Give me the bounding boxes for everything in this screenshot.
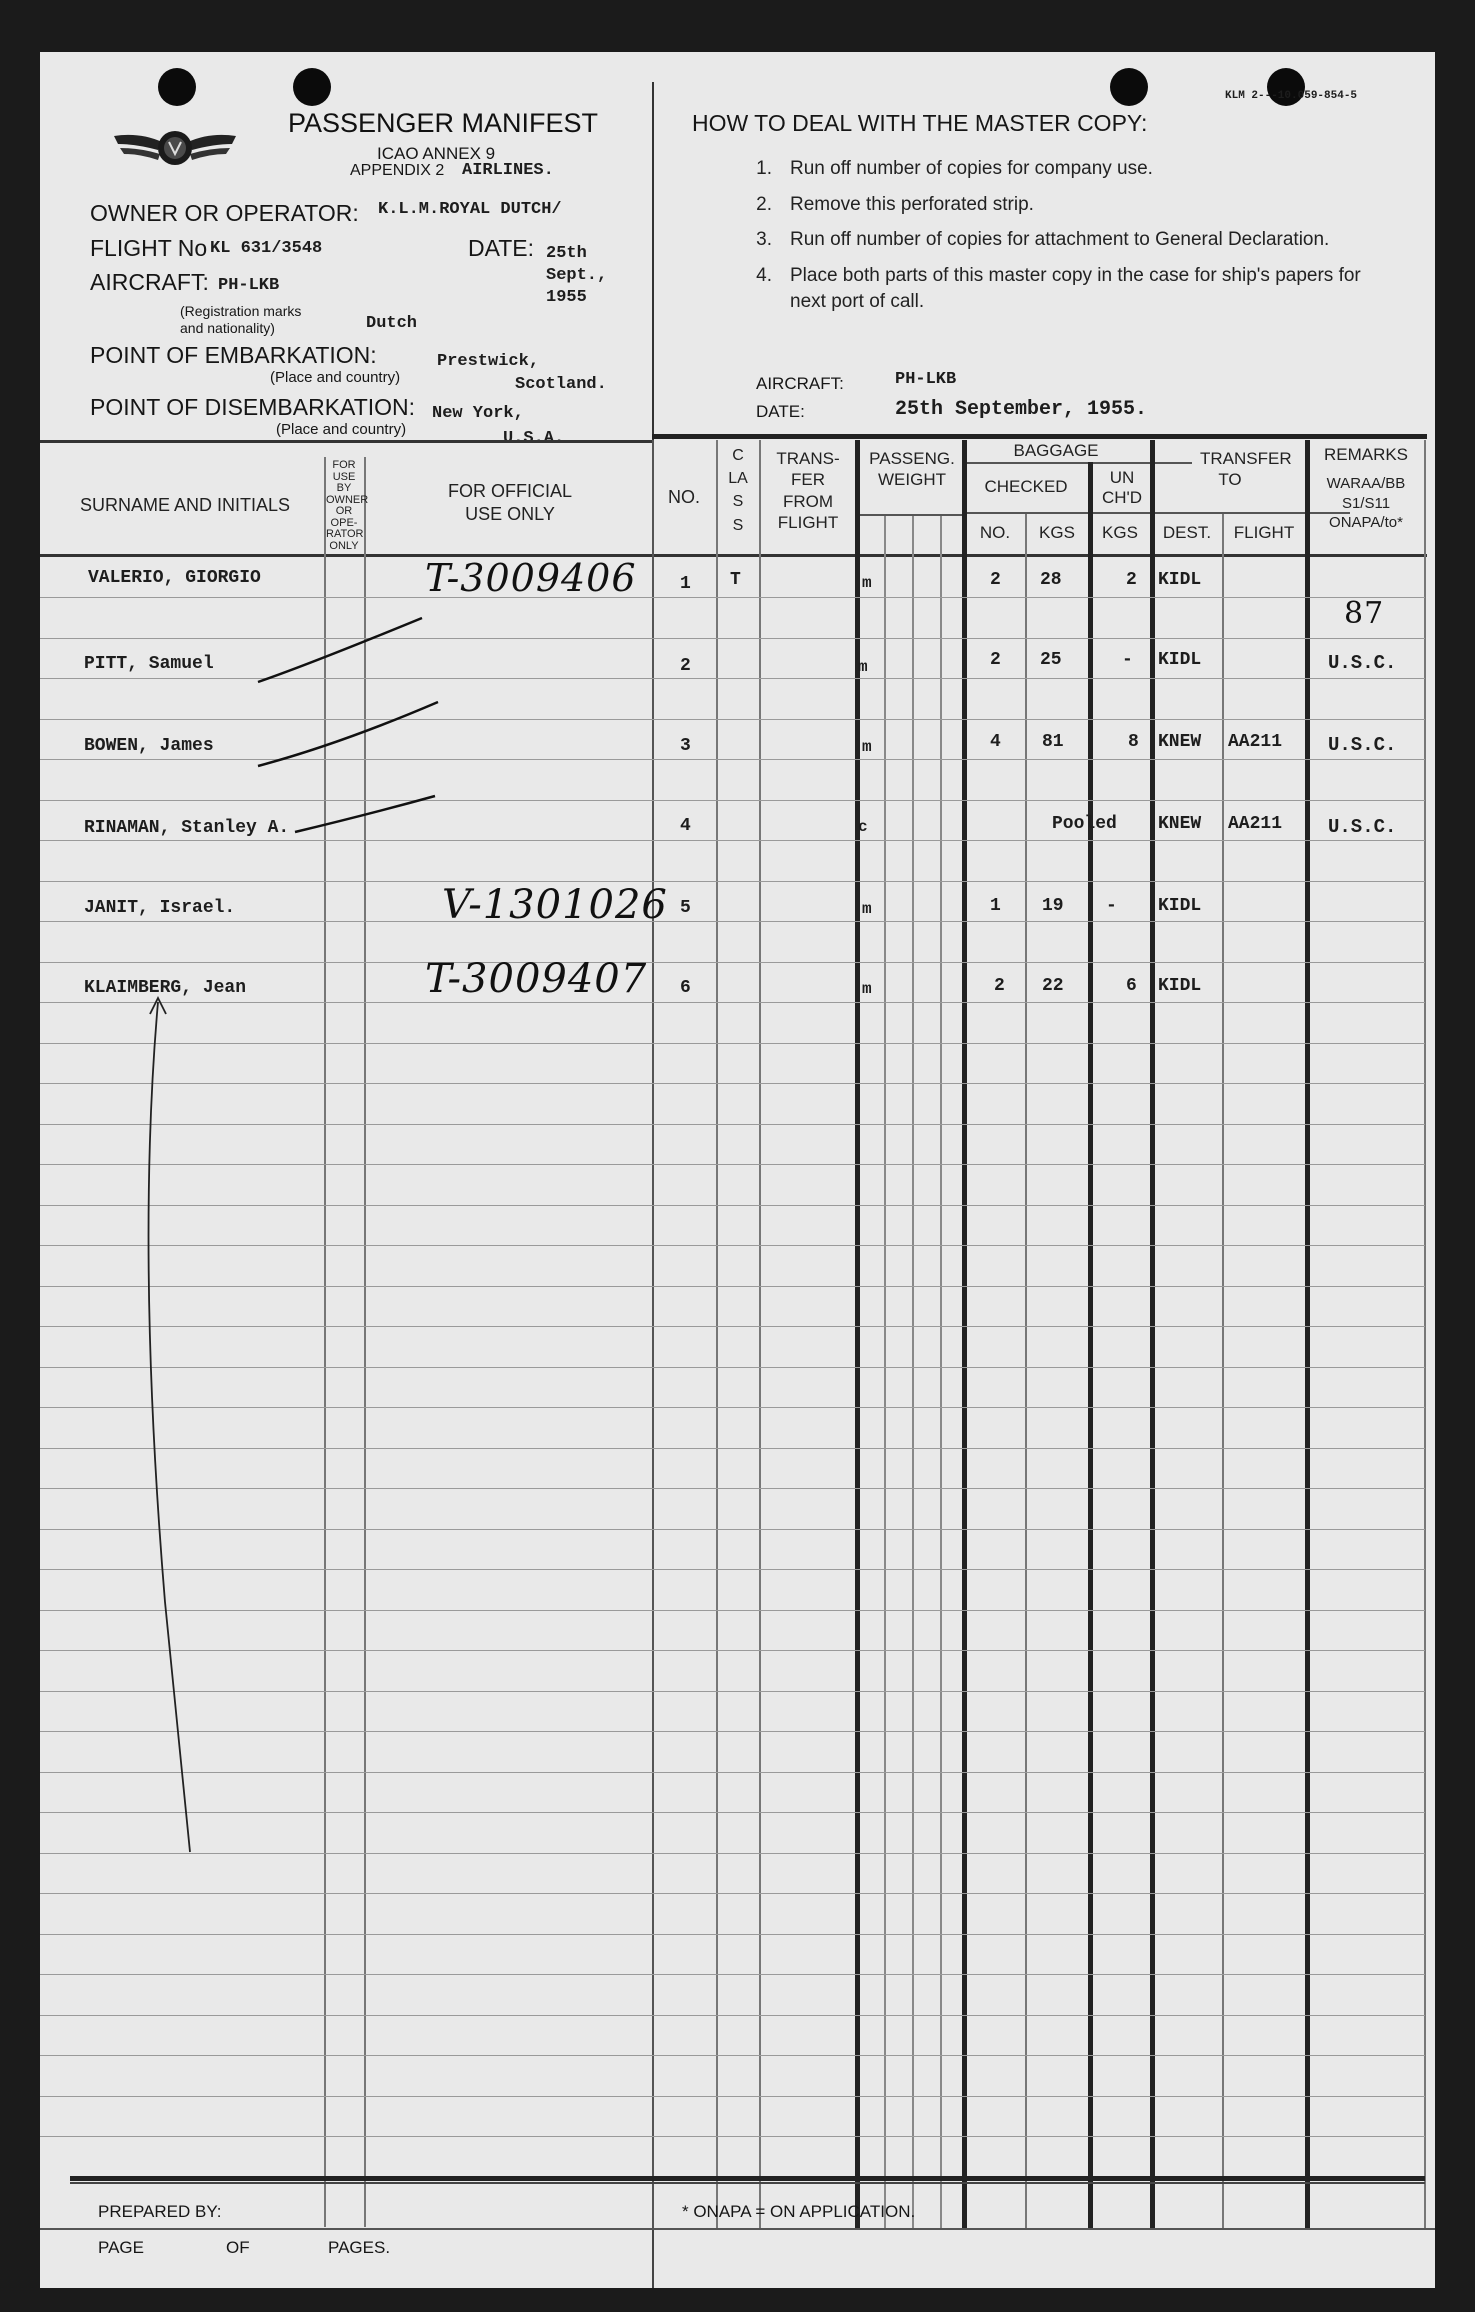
- date-value-1: 25th: [546, 244, 587, 263]
- instruction-item: 4. Place both parts of this master copy in the case for ship's papers for next port of call.: [756, 264, 1361, 312]
- aircraft-value: PH-LKB: [218, 276, 280, 295]
- bag-no: 4: [990, 732, 1001, 752]
- aircraft-label: AIRCRAFT:: [90, 269, 209, 295]
- icao-annex: ICAO ANNEX 9: [377, 144, 496, 163]
- passenger-weight: m: [862, 980, 872, 998]
- passenger-name: PITT, Samuel: [84, 654, 214, 674]
- bag-kgs: 19: [1042, 896, 1064, 916]
- strike-marks: [40, 52, 1435, 2288]
- col-header-owner-use: FOR USE BY OWNER OR OPE-RATOR ONLY: [326, 459, 369, 552]
- owner-label: OWNER OR OPERATOR:: [90, 200, 359, 226]
- passenger-weight: m: [858, 658, 868, 676]
- col-header-surname: SURNAME AND INITIALS: [79, 495, 291, 515]
- date-value-3: 1955: [546, 288, 587, 307]
- form-number: KLM 2---10.059-854-5: [1225, 90, 1358, 102]
- embarkation-value: Prestwick,: [437, 352, 540, 371]
- col-header-class: CLASS: [728, 447, 748, 534]
- remarks: 87: [1344, 596, 1385, 631]
- bag-kgs: 28: [1040, 570, 1062, 590]
- form-title: PASSENGER MANIFEST: [288, 108, 599, 138]
- place-note: (Place and country): [270, 369, 401, 386]
- date-value-2: Sept.,: [546, 266, 608, 285]
- passenger-weight: m: [862, 574, 872, 592]
- transfer-dest: KNEW: [1158, 732, 1202, 752]
- bag-kgs: 22: [1042, 976, 1064, 996]
- registration-note: and nationality): [180, 320, 275, 336]
- passenger-no: 2: [680, 656, 691, 676]
- col-header-unkgs: KGS: [1102, 523, 1138, 542]
- col-header-dest: DEST.: [1162, 523, 1212, 542]
- bag-kgs: 25: [1040, 650, 1062, 670]
- remarks: U.S.C.: [1328, 734, 1397, 756]
- passenger-name: JANIT, Israel.: [84, 898, 236, 918]
- footer-bottom-line: [40, 2228, 1435, 2230]
- col-header-transfer-from: TRANS-FER FROM FLIGHT: [776, 449, 840, 532]
- passenger-no: 4: [680, 816, 691, 836]
- passenger-name: BOWEN, James: [84, 736, 214, 756]
- registration-note: (Registration marks: [180, 303, 302, 319]
- col-header-remarks-sub: WARAA/BB S1/S11 ONAPA/to*: [1326, 475, 1406, 531]
- col-header-bag-no: NO.: [979, 523, 1011, 542]
- transfer-flight: AA211: [1228, 814, 1283, 834]
- passenger-name: VALERIO, GIORGIO: [88, 568, 261, 588]
- transfer-dest: KIDL: [1158, 976, 1202, 996]
- passenger-weight: m: [862, 738, 872, 756]
- transfer-dest: KIDL: [1158, 570, 1202, 590]
- footer-top-line: [70, 2176, 1425, 2181]
- appendix: APPENDIX 2: [350, 162, 445, 179]
- bag-no: 2: [990, 650, 1001, 670]
- official-number: T-3009407: [425, 956, 648, 1002]
- col-header-baggage: BAGGAGE: [1013, 441, 1099, 460]
- passenger-weight: m: [862, 900, 872, 918]
- instruction-item: 2. Remove this perforated strip.: [756, 193, 1034, 215]
- passenger-name: RINAMAN, Stanley A.: [84, 818, 290, 838]
- pages-label: PAGES.: [328, 2238, 391, 2257]
- onapa-note: * ONAPA = ON APPLICATION.: [682, 2202, 916, 2221]
- remarks: U.S.C.: [1328, 652, 1397, 674]
- passenger-no: 5: [680, 898, 691, 918]
- transfer-dest: KIDL: [1158, 650, 1202, 670]
- col-header-kgs: KGS: [1039, 523, 1075, 542]
- official-number: V-1301026: [442, 882, 668, 928]
- col-header-official-use: FOR OFFICIAL USE ONLY: [447, 481, 572, 524]
- embarkation-value: Scotland.: [515, 375, 607, 394]
- passenger-no: 6: [680, 978, 691, 998]
- flight-value: KL 631/3548: [210, 239, 323, 258]
- instructions-date-label: DATE:: [756, 402, 805, 421]
- passenger-no: 3: [680, 736, 691, 756]
- unchecked-kgs: 8: [1128, 732, 1139, 752]
- baggage-pooled: Pooled: [1052, 814, 1117, 834]
- instructions-aircraft-value: PH-LKB: [895, 370, 957, 389]
- passenger-weight: c: [858, 818, 868, 836]
- transfer-dest: KNEW: [1158, 814, 1202, 834]
- col-header-unchd: UN CH'D: [1101, 468, 1143, 507]
- unchecked-kgs: 6: [1126, 976, 1137, 996]
- instructions-aircraft-label: AIRCRAFT:: [756, 374, 844, 393]
- footer-second-line: [70, 2182, 1425, 2184]
- airline-stamp: AIRLINES.: [462, 161, 554, 180]
- flight-label: FLIGHT No: [90, 235, 208, 261]
- official-number: T-3009406: [425, 556, 637, 600]
- transfer-dest: KIDL: [1158, 896, 1202, 916]
- bag-no: 2: [990, 570, 1001, 590]
- col-header-no: NO.: [667, 487, 700, 507]
- manifest-sheet: [40, 52, 1435, 2288]
- unchecked-kgs: 2: [1126, 570, 1137, 590]
- col-header-weight: PASSENG. WEIGHT: [869, 449, 955, 490]
- bag-no: 2: [994, 976, 1005, 996]
- passenger-name: KLAIMBERG, Jean: [84, 978, 247, 998]
- unchecked-kgs: -: [1122, 650, 1133, 670]
- disembarkation-value: New York,: [432, 404, 524, 423]
- transfer-flight: AA211: [1228, 732, 1283, 752]
- passenger-class: T: [730, 570, 741, 590]
- nationality-value: Dutch: [366, 314, 418, 333]
- col-header-transfer-to: TRANSFER TO: [1200, 449, 1292, 490]
- bag-no: 1: [990, 896, 1001, 916]
- prepared-by-label: PREPARED BY:: [98, 2202, 222, 2221]
- instructions-title: HOW TO DEAL WITH THE MASTER COPY:: [692, 110, 1148, 136]
- col-header-flight: FLIGHT: [1233, 523, 1295, 542]
- bag-kgs: 81: [1042, 732, 1064, 752]
- disembarkation-value: U.S.A.: [503, 429, 565, 448]
- page-label: PAGE: [98, 2238, 144, 2257]
- instructions-date-value: 25th September, 1955.: [895, 398, 1148, 421]
- instruction-item: 1. Run off number of copies for company use.: [756, 158, 1153, 179]
- unchecked-kgs: -: [1106, 896, 1117, 916]
- footer-divider: [652, 2228, 654, 2288]
- place-note: (Place and country): [276, 421, 407, 438]
- embarkation-label: POINT OF EMBARKATION:: [90, 342, 377, 368]
- of-label: OF: [226, 2238, 250, 2257]
- instruction-item: 3. Run off number of copies for attachment to General Declaration.: [756, 229, 1330, 251]
- passenger-no: 1: [680, 574, 691, 594]
- date-label: DATE:: [468, 235, 535, 261]
- col-header-checked: CHECKED: [984, 477, 1068, 496]
- disembarkation-label: POINT OF DISEMBARKATION:: [90, 394, 416, 420]
- col-header-remarks: REMARKS: [1323, 445, 1409, 464]
- owner-value: K.L.M.ROYAL DUTCH/: [378, 200, 562, 219]
- remarks: U.S.C.: [1328, 816, 1397, 838]
